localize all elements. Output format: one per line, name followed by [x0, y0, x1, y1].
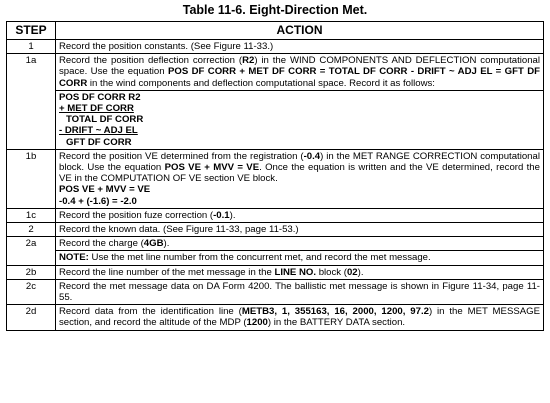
action-value: -0.4 [303, 150, 321, 162]
action-text: ). [357, 266, 364, 278]
step-header: STEP [7, 22, 56, 40]
table-row [7, 208, 544, 222]
action-cell [56, 265, 544, 279]
action-text: Record the position deflection correction ( [59, 55, 243, 67]
action-value: METB3, 1, 355163, 16, 2000, 1200, 97.2 [241, 306, 429, 318]
header-row [7, 22, 544, 40]
action-text: ) in the MET MESSAGE section, and record the altitude of the MDP ( [59, 306, 541, 329]
table-row [7, 149, 544, 208]
note-cell [56, 251, 544, 265]
table-row [7, 305, 544, 330]
step-cell: 2c [7, 279, 56, 304]
action-cell: Record the met message data on DA Form 4200. The ballistic met message is shown in Figure 11-34, page 11-55. [56, 279, 544, 304]
step-cell: 1b [7, 149, 56, 208]
action-text: Record the charge ( [59, 238, 144, 250]
step-cell: 2b [7, 265, 56, 279]
step-cell: 1c [7, 208, 56, 222]
action-value: LINE NO. [274, 266, 317, 278]
table-row [7, 223, 544, 237]
action-cell [56, 208, 544, 222]
action-equation: POS DF CORR + MET DF CORR = TOTAL DF CORR - DRIFT ~ ADJ EL = GFT DF CORR [59, 66, 541, 89]
equation-line: + MET DF CORR [59, 103, 134, 115]
eight-direction-met-table [6, 21, 544, 331]
equation-line: TOTAL DF CORR [66, 114, 144, 126]
table-row [7, 54, 544, 91]
note-text: Use the met line number from the concurrent met, and record the met message. [88, 252, 431, 264]
equation-block [56, 90, 544, 149]
action-equation: POS VE + MVV = VE [164, 162, 260, 174]
action-text: in the wind components and deflection computational space. Record it as follows: [87, 77, 435, 89]
equation-line: GFT DF CORR [66, 136, 132, 148]
action-text: block ( [316, 266, 347, 278]
action-text: ) in the BATTERY DATA section. [267, 317, 406, 329]
action-cell: Record the known data. (See Figure 11-33, page 11-53.) [56, 223, 544, 237]
step-cell: 2 [7, 223, 56, 237]
action-text: . Once the equation is written and the VE determined, record the VE in the COMPUTATION OF VE section VE block. [59, 162, 540, 185]
action-text: ) in the MET RANGE CORRECTION computational block. Use the equation [59, 150, 540, 174]
action-text: ). [163, 238, 170, 250]
step-cell: 2a [7, 237, 56, 265]
step-cell: 1 [7, 40, 56, 54]
equation-line: POS DF CORR R2 [59, 91, 141, 103]
action-text: Record data from the identification line ( [59, 306, 242, 318]
table-row [7, 265, 544, 279]
action-cell [56, 305, 544, 330]
action-text: Record the line number of the met message in the [59, 266, 275, 278]
note-label: NOTE: [59, 252, 89, 264]
step-cell: 1a [7, 54, 56, 150]
action-text: ) in the WIND COMPONENTS AND DEFLECTION computational space. Use the equation [59, 55, 540, 78]
action-text: ). [229, 209, 236, 221]
action-cell [56, 54, 544, 91]
action-value: 1200 [246, 317, 268, 329]
step-cell: 2d [7, 305, 56, 330]
action-value: 4GB [143, 238, 164, 250]
table-row [7, 279, 544, 304]
table-row [7, 251, 544, 265]
action-cell [56, 237, 544, 251]
table-title: Table 11-6. Eight-Direction Met. [182, 3, 368, 17]
action-cell [56, 149, 544, 208]
action-value: -0.1 [213, 209, 230, 221]
equation-line: - DRIFT ~ ADJ EL [59, 125, 138, 137]
action-text: Record the position fuze correction ( [59, 209, 214, 221]
equation-line: -0.4 + (-1.6) = -2.0 [59, 195, 137, 207]
table-row [7, 237, 544, 251]
action-text: Record the position VE determined from the registration ( [59, 150, 304, 162]
equation-line: POS VE + MVV = VE [59, 184, 151, 196]
action-header: ACTION [56, 22, 544, 40]
action-value: R2 [242, 55, 255, 67]
table-row [7, 40, 544, 54]
table-row [7, 90, 544, 149]
action-value: 02 [346, 266, 358, 278]
action-cell: Record the position constants. (See Figure 11-33.) [56, 40, 544, 54]
